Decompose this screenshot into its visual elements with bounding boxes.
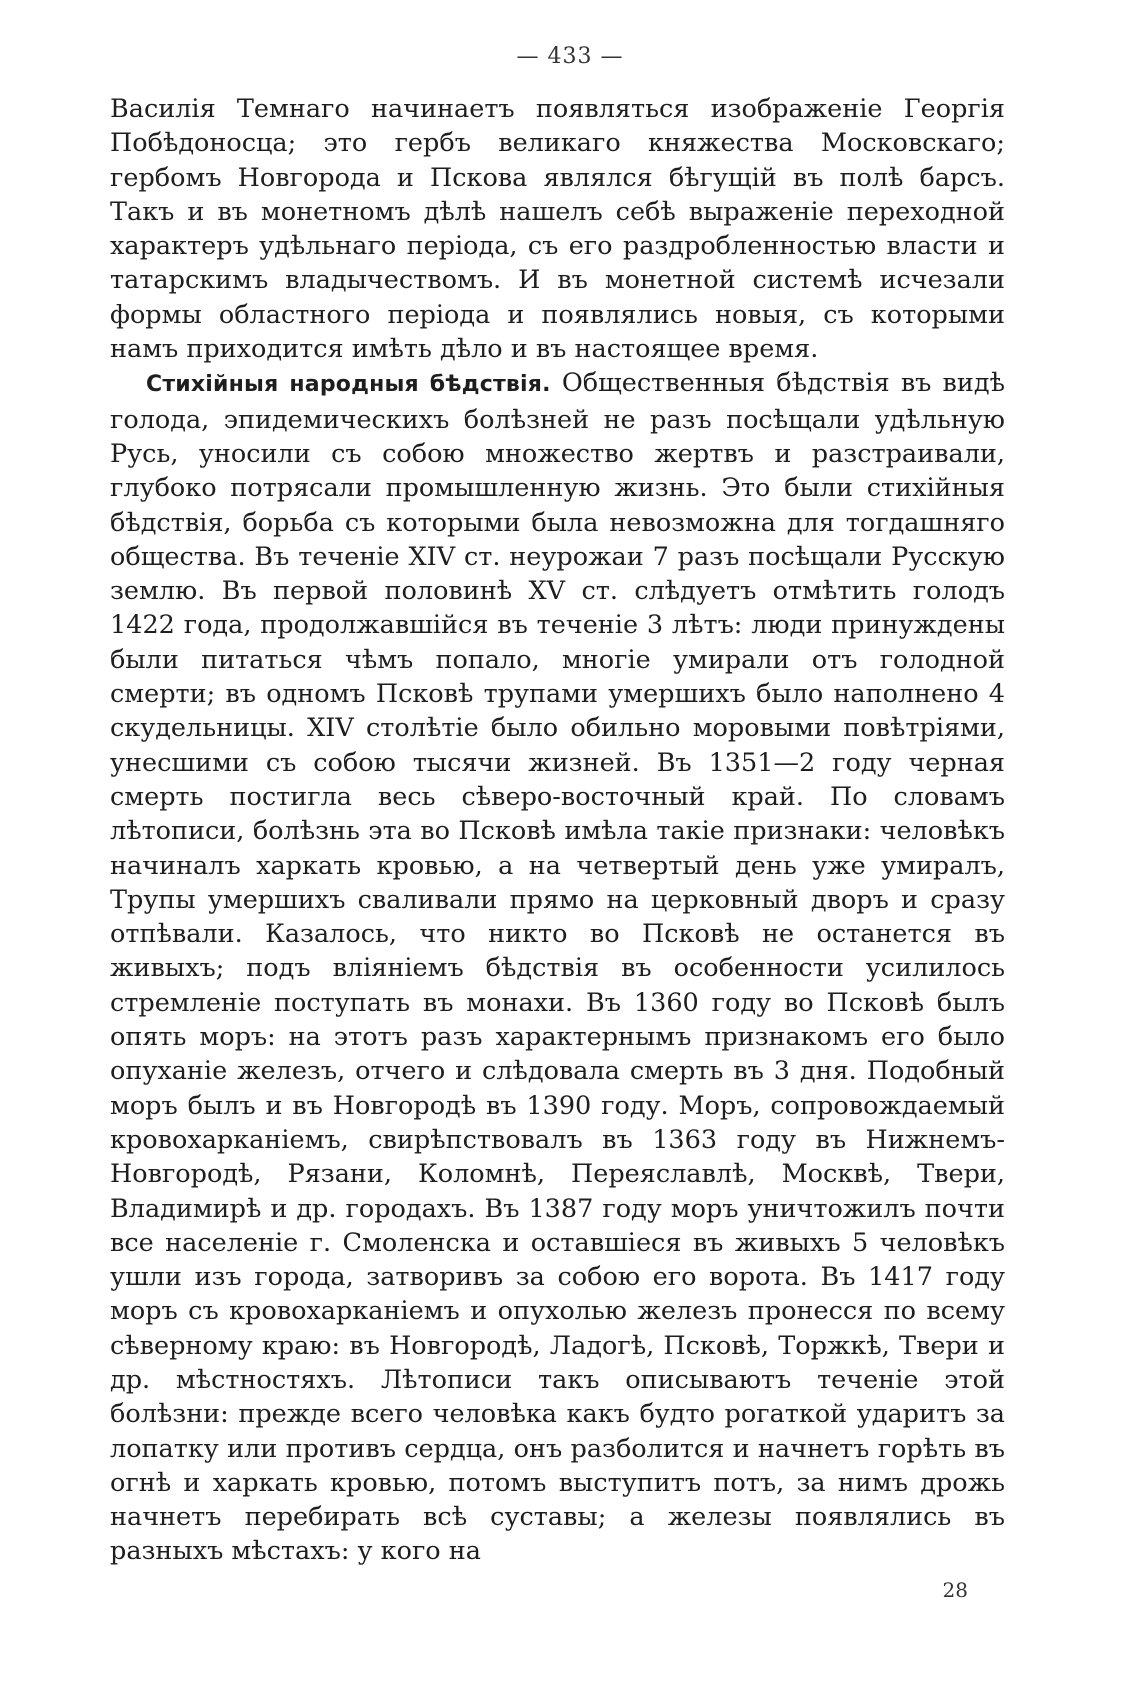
paragraph-2-text: Общественныя бѣдствія въ видѣ голода, эпидемическихъ болѣзней не разъ посѣщали удѣльную Русь, уносили съ собою множество жертвъ и разстраивали, глубоко потрясали промышленную жизнь. Это были стихійныя бѣдствія, борьба съ которыми была невозможна для тогдашняго общества. Въ теченіе XIV ст. неурожаи 7 разъ посѣщали Русскую землю. Въ первой половинѣ XV ст. слѣдуетъ отмѣтить голодъ 1422 года, продолжавшійся въ теченіе 3 лѣтъ: люди принуждены были питаться чѣмъ попало, многіе умирали отъ голодной смерти; въ одномъ Псковѣ трупами умершихъ было наполнено 4 скудельницы. XIV столѣтіе было обильно моровыми повѣтріями, унесшими съ собою тысячи жизней. Въ 1351—2 году черная смерть постигла весь сѣверо-восточный край. По словамъ лѣтописи, болѣзнь эта во Псковѣ имѣла такіе признаки: человѣкъ начиналъ харкать кровью, а на четвертый день уже умиралъ, Трупы умершихъ сваливали прямо на церковный дворъ и сразу отпѣвали. Казалось, что никто во Псковѣ не останется въ живыхъ; подъ вліяніемъ бѣдствія въ особенности усилилось стремленіе поступать въ монахи. Въ 1360 году во Псковѣ былъ опять моръ: на этотъ разъ характернымъ признакомъ его было опуханіе железъ, отчего и слѣдовала смерть въ 3 дня. Подобный моръ былъ и въ Новгородѣ въ 1390 году. Моръ, сопровождаемый кровохарканіемъ, свирѣпствовалъ въ 1363 году въ Нижнемъ-Новгородѣ, Рязани, Коломнѣ, Переяславлѣ, Москвѣ, Твери, Владимирѣ и др. городахъ. Въ 1387 году моръ уничтожилъ почти все населеніе г. Смоленска и оставшіеся въ живыхъ 5 человѣкъ ушли изъ города, затворивъ за собою его ворота. Въ 1417 году моръ съ кровохарканіемъ и опухолью железъ пронесся по всему сѣверному краю: въ Новгородѣ, Ладогѣ, Псковѣ, Торжкѣ, Твери и др. мѣстностяхъ. Лѣтописи такъ описываютъ теченіе этой болѣзни: прежде всего человѣка какъ будто рогаткой ударитъ за лопатку или противъ сердца, онъ разболится и начнетъ горѣть въ огнѣ и харкать кровью, потомъ выступитъ потъ, за нимъ дрожь начнетъ перебирать всѣ суставы; а железы появлялись въ разныхъ мѣстахъ: у кого на: [110, 368, 1005, 1567]
paragraph-1-text: Василія Темнаго начинаетъ появляться изображеніе Георгія Побѣдоносца; это гербъ великаго княжества Московскаго; гербомъ Новгорода и Пскова являлся бѣгущій въ полѣ барсъ. Такъ и въ монетномъ дѣлѣ нашелъ себѣ выраженіе переходной характеръ удѣльнаго періода, съ его раздробленностью власти и татарскимъ владычествомъ. И въ монетной системѣ исчезали формы областного періода и появлялись новыя, съ которыми намъ приходится имѣть дѣло и въ настоящее время.: [110, 94, 1005, 365]
section-heading: Стихійныя народныя бѣдствія.: [146, 372, 551, 398]
body-text: [110, 92, 1005, 1569]
paragraph-2: [110, 366, 1005, 1568]
signature-mark: 28: [942, 1578, 968, 1602]
paragraph-1: [110, 92, 1005, 366]
page-number: — 433 —: [516, 44, 624, 69]
